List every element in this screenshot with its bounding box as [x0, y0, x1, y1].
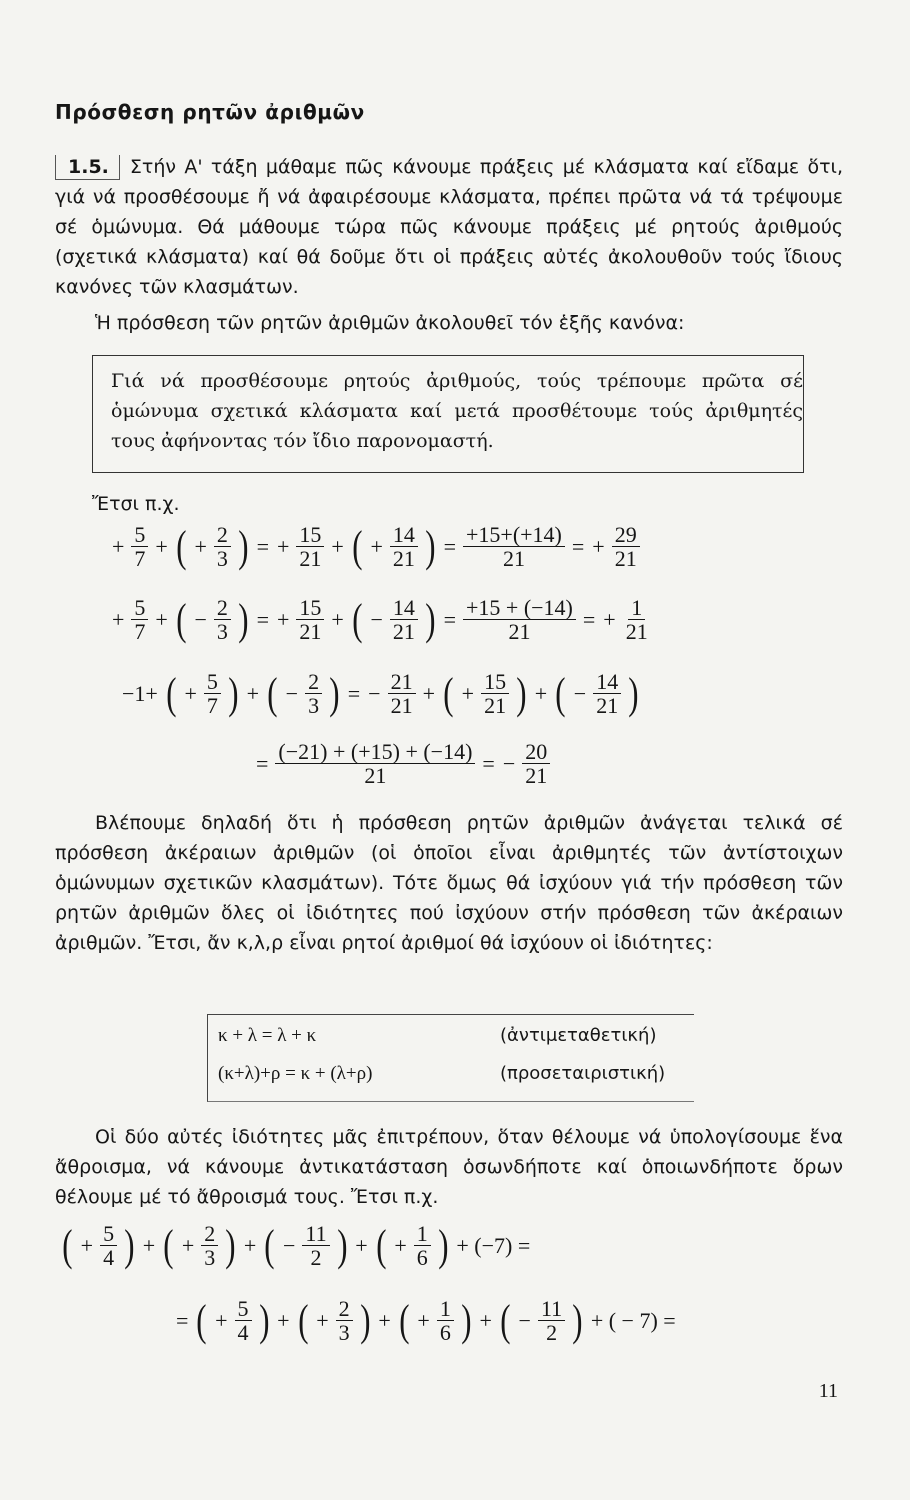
final-equation-1: ( + $\frac{5}{4}$ ) + ( + $\frac{2}{3}$ ) + ( − $\frac{11}{2}$ ) + ( + $\frac{1}{6}$ ) + (−7) =	[62, 1220, 531, 1270]
final-equation-2: = ( + $\frac{5}{4}$ ) + ( + $\frac{2}{3}$ ) + ( + $\frac{1}{6}$ ) + ( − $\frac{11}{2}$ ) + ( − 7) =	[176, 1295, 676, 1345]
fraction: $\frac{1}{21}$	[625, 595, 648, 644]
fraction: $\frac{14}{21}$	[390, 596, 418, 643]
fraction: $\frac{+15+(+14)}{21}$	[463, 523, 565, 570]
fraction: $\frac{5}{7}$	[131, 596, 148, 643]
property-associative	[218, 1063, 688, 1093]
fraction: $\frac{15}{21}$	[296, 523, 324, 570]
fraction: $\frac{15}{21}$	[296, 596, 324, 643]
property-commutative	[218, 1025, 688, 1055]
example-label: Ἔτσι π.χ.	[92, 493, 180, 515]
intro-text: Στήν Α' τάξη μάθαμε πῶς κάνουμε πράξεις μέ κλάσματα καί εἴδαμε ὅτι, γιά νά προσθέσουμε ἤ νά ἀφαιρέσουμε κλάσματα, πρέπει πρῶτα νά τά τρέψουμε σέ ὁμώνυμα. Θά μάθουμε τώρα πῶς κάνουμε πράξεις μέ ρητούς ἀριθμούς (σχετικά κλάσματα) καί θά δοῦμε ὅτι οἱ πράξεις αὐτές ἀκολουθοῦν τούς ἴδιους κανόνες τῶν κλασμάτων.	[55, 156, 843, 298]
properties-box	[207, 1014, 694, 1102]
section-number: 1.5.	[55, 155, 120, 180]
fraction: $\frac{5}{4}$	[100, 1222, 117, 1269]
example-equation-4: = $\frac{(-21) + (+15) + (-14)}{21}$ = − $\frac{20}{21}$	[252, 740, 553, 787]
fraction: $\frac{29}{21}$	[612, 523, 640, 570]
fraction: $\frac{2}{3}$	[214, 523, 231, 570]
property-name: (προσεταιριστική)	[500, 1063, 666, 1084]
fraction: $\frac{11}{2}$	[302, 1222, 329, 1269]
body-paragraph: Βλέπουμε δηλαδή ὅτι ἡ πρόσθεση ρητῶν ἀριθμῶν ἀνάγεται τελικά σέ πρόσθεση ἀκέραιων ἀριθμῶν (οἱ ὁποῖοι εἶναι ἀριθμητές τῶν ἀντίστοιχων ὁμώνυμων σχετικῶν κλασμάτων). Τότε ὅμως θά ἰσχύουν γιά τήν πρόσθεση τῶν ρητῶν ἀριθμῶν ὅλες οἱ ἰδιότητες πού ἰσχύουν στήν πρόσθεση τῶν ἀκέραιων ἀριθμῶν. Ἔτσι, ἄν κ,λ,ρ εἶναι ρητοί ἀριθμοί θά ἰσχύουν οἱ ἰδιότητες:	[55, 812, 843, 954]
fraction: $\frac{5}{7}$	[131, 523, 148, 570]
page-number: 11	[818, 1380, 838, 1402]
rule-box	[92, 355, 804, 473]
fraction: $\frac{5}{7}$	[204, 670, 221, 717]
rule-text: Γιά νά προσθέσουμε ρητούς ἀριθμούς, τούς τρέπουμε πρῶτα σέ ὁμώνυμα σχετικά κλάσματα καί μετά προσθέτουμε τούς ἀριθμητές τους ἀφήνοντας τόν ἴδιο παρονομαστή.	[111, 370, 803, 452]
fraction: $\frac{14}{21}$	[390, 523, 418, 570]
example-equation-1: + $\frac{5}{7}$ + ( + $\frac{2}{3}$ ) = + $\frac{15}{21}$ + ( + $\frac{14}{21}$ ) = $\frac{+15+(+14)}{21}$ = + $\frac{29}{21}$	[108, 523, 643, 570]
fraction: $\frac{2}{3}$	[214, 596, 231, 643]
example-equation-3: −1+ ( + $\frac{5}{7}$ ) + ( − $\frac{2}{3}$ ) = − $\frac{21}{21}$ + ( + $\frac{15}{21}$ ) + ( − $\frac{14}{21}$ )	[122, 668, 639, 718]
fraction: $\frac{2}{3}$	[336, 1297, 353, 1344]
section-heading: Πρόσθεση ρητῶν ἀριθμῶν	[55, 100, 365, 124]
rule-intro: Ἡ πρόσθεση τῶν ρητῶν ἀριθμῶν ἀκολουθεῖ τόν ἑξῆς κανόνα:	[95, 312, 685, 334]
closing-paragraph: Οἱ δύο αὐτές ἰδιότητες μᾶς ἐπιτρέπουν, ὅταν θέλουμε νά ὑπολογίσουμε ἕνα ἄθροισμα, νά κάνουμε ἀντικατάσταση ὁσωνδήποτε καί ὁποιωνδήποτε ὅρων θέλουμε μέ τό ἄθροισμά τους. Ἔτσι π.χ.	[55, 1126, 843, 1208]
fraction: $\frac{5}{4}$	[235, 1297, 252, 1344]
fraction: $\frac{21}{21}$	[388, 670, 416, 717]
example-equation-2: + $\frac{5}{7}$ + ( − $\frac{2}{3}$ ) = + $\frac{15}{21}$ + ( − $\frac{14}{21}$ ) = $\frac{+15 + (-14)}{21}$ = + $\frac{1}{21}$	[108, 596, 654, 643]
property-formula: (κ+λ)+ρ = κ + (λ+ρ)	[218, 1063, 373, 1084]
property-formula: κ + λ = λ + κ	[218, 1025, 317, 1046]
fraction: $\frac{2}{3}$	[305, 670, 322, 717]
fraction: $\frac{20}{21}$	[522, 740, 550, 787]
fraction: $\frac{11}{2}$	[538, 1297, 565, 1344]
fraction: $\frac{1}{6}$	[437, 1297, 454, 1344]
fraction: $\frac{(-21) + (+15) + (-14)}{21}$	[275, 740, 475, 787]
fraction: $\frac{14}{21}$	[593, 670, 621, 717]
intro-paragraph	[55, 152, 843, 302]
fraction: $\frac{15}{21}$	[481, 670, 509, 717]
fraction: $\frac{1}{6}$	[414, 1222, 431, 1269]
property-name: (ἀντιμεταθετική)	[500, 1025, 657, 1046]
fraction: $\frac{+15 + (-14)}{21}$	[463, 596, 576, 643]
fraction: $\frac{2}{3}$	[201, 1222, 218, 1269]
